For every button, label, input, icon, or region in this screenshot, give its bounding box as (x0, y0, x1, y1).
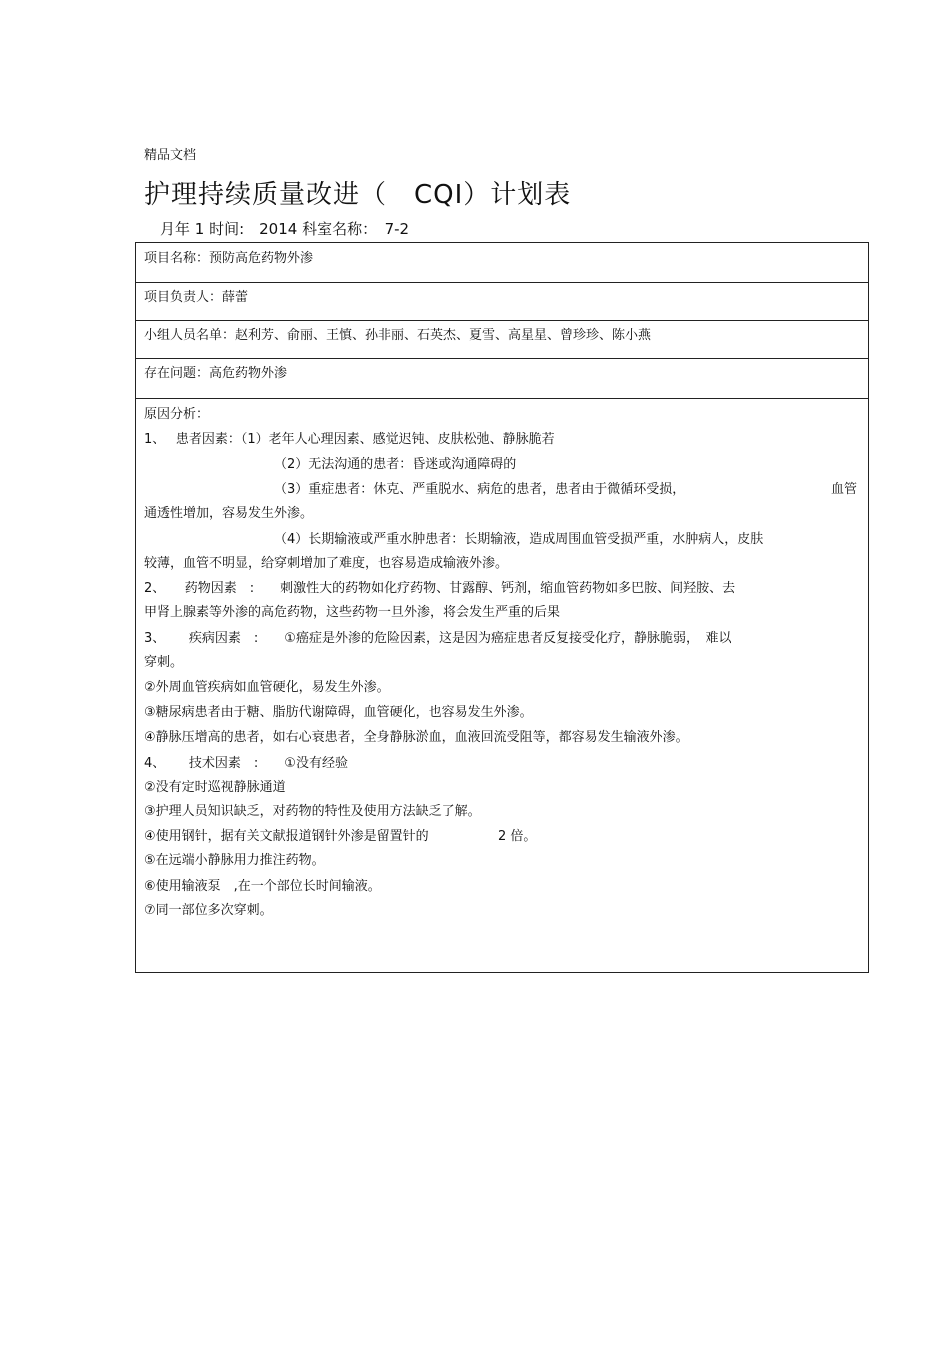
analysis-line: ③糖尿病患者由于糖、脂肪代谢障碍，血管硬化，也容易发生外渗。 (144, 705, 533, 720)
analysis-line: 血管 (831, 482, 858, 497)
analysis-line: ④静脉压增高的患者，如右心衰患者，全身静脉淤血，血液回流受阻等，都容易发生输液外渗。 (144, 730, 689, 745)
analysis-line: 2 倍。 (498, 829, 537, 844)
cause-analysis (136, 399, 868, 972)
analysis-line: 通透性增加，容易发生外渗。 (144, 506, 314, 521)
analysis-line: （4）长期输液或严重水肿患者：长期输液，造成周围血管受损严重，水肿病人，皮肤 (274, 532, 764, 547)
team-members-text: 小组人员名单：赵利芳、俞丽、王慎、孙非丽、石英杰、夏雪、高星星、曾珍珍、陈小燕 (144, 328, 652, 343)
analysis-line: 4、 技术因素 : ①没有经验 (144, 756, 348, 771)
plan-table (135, 242, 869, 973)
header-note: 精品文档 (144, 148, 197, 163)
analysis-line: （2）无法沟通的患者：昏迷或沟通障碍的 (274, 457, 517, 472)
analysis-heading: 原因分析： (144, 407, 210, 422)
project-name-text: 项目名称：预防高危药物外渗 (144, 251, 314, 266)
row-team-members (136, 320, 868, 359)
analysis-line: ③护理人员知识缺乏，对药物的特性及使用方法缺乏了解。 (144, 804, 481, 819)
problem-text: 存在问题：高危药物外渗 (144, 366, 288, 381)
analysis-line: 2、 药物因素 : 刺激性大的药物如化疗药物、甘露醇、钙剂，缩血管药物如多巴胺、间羟胺、去 (144, 581, 736, 596)
page-title: 护理持续质量改进（ CQI）计划表 (144, 180, 572, 210)
analysis-line: 1、 患者因素：（1）老年人心理因素、感觉迟钝、皮肤松弛、静脉脆若 (144, 432, 555, 447)
analysis-line: ⑦同一部位多次穿刺。 (144, 903, 273, 918)
analysis-line: ⑤在远端小静脉用力推注药物。 (144, 853, 325, 868)
analysis-line: （3）重症患者：休克、严重脱水、病危的患者，患者由于微循环受损， (274, 482, 686, 497)
row-project-leader (136, 282, 868, 321)
analysis-line: 较薄，血管不明显，给穿刺增加了难度，也容易造成输液外渗。 (144, 556, 509, 571)
meta-line: 月年 1 时间: 2014 科室名称： 7-2 (160, 220, 410, 238)
analysis-line: ②外周血管疾病如血管硬化，易发生外渗。 (144, 680, 390, 695)
analysis-line: 甲肾上腺素等外渗的高危药物，这些药物一旦外渗，将会发生严重的后果 (144, 605, 561, 620)
project-leader-text: 项目负责人：薛蕾 (144, 290, 249, 305)
analysis-line: 穿刺。 (144, 655, 184, 670)
analysis-line: ⑥使用输液泵 ,在一个部位长时间输液。 (144, 879, 381, 894)
row-problem (136, 358, 868, 399)
analysis-line: ②没有定时巡视静脉通道 (144, 780, 286, 795)
analysis-line: 3、 疾病因素 : ①癌症是外渗的危险因素，这是因为癌症患者反复接受化疗，静脉脆弱， 难以 (144, 631, 732, 646)
row-project-name (136, 243, 868, 283)
analysis-line: ④使用钢针，据有关文献报道钢针外渗是留置针的 (144, 829, 429, 844)
